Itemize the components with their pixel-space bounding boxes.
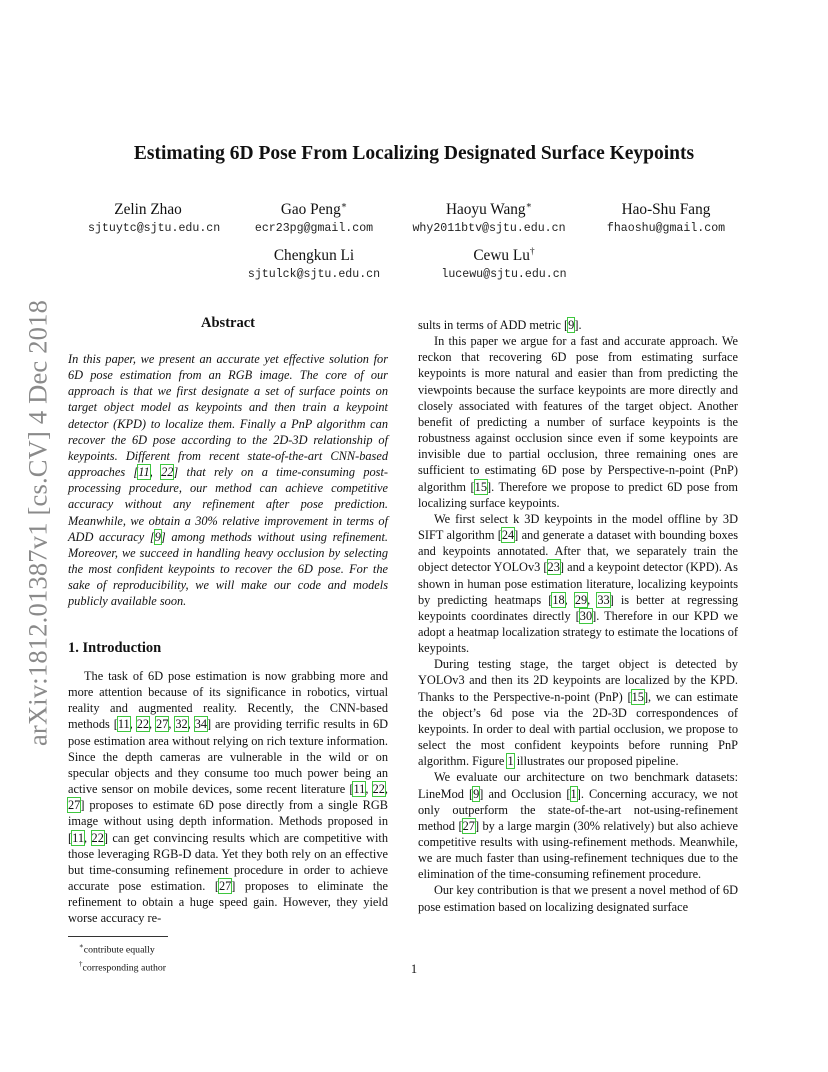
author-email[interactable]: sjtulck@sjtu.edu.cn — [247, 268, 381, 282]
citation-link[interactable]: 1 — [570, 786, 577, 801]
introduction-body — [68, 668, 388, 927]
citation-link[interactable]: 22 — [136, 717, 150, 732]
author-email[interactable]: fhaoshu@gmail.com — [606, 222, 726, 236]
citation-link[interactable]: 15 — [474, 479, 487, 494]
citation-link[interactable]: 32 — [175, 717, 188, 732]
citation-link[interactable]: 11 — [138, 465, 150, 480]
paragraph: The task of 6D pose estimation is now grabbing more and more attention because of its significance in robotics, virtual reality and augmented reality. Recently, the CNN-based methods [11, 22, 27, 32, 34] are providing terrific results in 6D pose estimation area without relying on rich texture information. Since the depth cameras are vulnerable in the wild or on specular objects and they consume too much power being an active sensor on mobile devices, some recent literature [11, 22, 27] proposes to estimate 6D pose directly from a single RGB image without using depth information. Methods proposed in [11, 22] can get convincing results which are competitive with those leveraging RGB-D data. Yet they both rely on an effective but time-consuming refinement procedure in order to achieve accurate pose estimation. [27] proposes to eliminate the refinement to obtain a huge speed gain. However, they yield worse accuracy re- — [68, 669, 389, 926]
citation-link[interactable]: 29 — [574, 592, 588, 607]
author-block — [596, 196, 736, 238]
citation-link[interactable]: 9 — [568, 318, 575, 332]
author-email[interactable]: ecr23pg@gmail.com — [254, 222, 374, 236]
citation-link[interactable]: 27 — [218, 879, 232, 894]
author-email[interactable]: lucewu@sjtu.edu.cn — [441, 268, 567, 282]
footnote-rule — [68, 936, 168, 937]
citation-link[interactable]: 11 — [72, 830, 85, 845]
footnote-item: ∗contribute equally — [79, 942, 155, 956]
page-number: 1 — [410, 962, 418, 976]
paragraph: sults in terms of ADD metric [9]. — [418, 318, 582, 332]
figure-link[interactable]: 1 — [507, 754, 514, 769]
author-block — [404, 196, 574, 238]
right-column — [418, 317, 738, 915]
author-block — [424, 242, 584, 284]
arxiv-identifier[interactable]: arXiv:1812.01387v1 [cs.CV] 4 Dec 2018 — [22, 299, 53, 747]
citation-link[interactable]: 9 — [154, 529, 161, 544]
citation-link[interactable]: 34 — [194, 717, 208, 732]
citation-link[interactable]: 18 — [552, 592, 565, 607]
citation-link[interactable]: 11 — [353, 782, 366, 797]
abstract-body — [68, 351, 388, 610]
citation-link[interactable]: 24 — [501, 528, 515, 543]
author-block — [88, 196, 221, 238]
author-name: Haoyu Wang∗ — [445, 201, 533, 219]
author-name: Hao-Shu Fang — [621, 201, 711, 219]
citation-link[interactable]: 22 — [161, 465, 174, 480]
citation-link[interactable]: 33 — [597, 592, 610, 607]
paragraph: We first select k 3D keypoints in the model offline by 3D SIFT algorithm [24] and generate a dataset with bounding boxes and keypoints annotated. After that, we separately train the object detector YOLOv3 [23] and a keypoint detector (KPD). As shown in human pose estimation literature, localizing keypoints by predicting heatmaps [18, 29, 33] is better at regressing keypoints coordinates directly [30]. Therefore in our KPD we adopt a heatmap localization strategy to estimate the locations of keypoints. — [418, 511, 738, 656]
author-block — [234, 242, 394, 284]
abstract-heading: Abstract — [201, 315, 255, 331]
abstract-text: In this paper, we present an accurate yet effective solution for 6D pose estimation from an RGB image. The core of our approach is that we first designate a set of surface points on target object model as keypoints and then train a keypoint detector (KPD) to localize them. Finally a PnP algorithm can recover the 6D pose according to the 2D-3D relationship of keypoints. Different from recent state-of-the-art CNN-based approaches [11, 22] that rely on a time-consuming post-processing procedure, our method can achieve competitive accuracy without any refinement after pose prediction. Meanwhile, we obtain a 30% relative improvement in terms of ADD accuracy [9] among methods without using refinement. Moreover, we succeed in handling heavy occlusion by selecting the most confident keypoints to recover the 6D pose. For the sake of reproducibility, we will make our code and models publicly available soon. — [68, 352, 389, 609]
author-name: Gao Peng∗ — [280, 201, 348, 219]
citation-link[interactable]: 27 — [156, 717, 169, 732]
citation-link[interactable]: 22 — [91, 830, 104, 845]
citation-link[interactable]: 15 — [631, 689, 644, 704]
citation-link[interactable]: 11 — [117, 717, 130, 732]
author-name: Zelin Zhao — [114, 201, 182, 219]
author-name: Cewu Lu† — [473, 247, 535, 265]
author-email[interactable]: sjtuytc@sjtu.edu.cn — [88, 222, 221, 236]
paragraph: Our key contribution is that we present a novel method of 6D pose estimation based on localizing designated surface — [418, 883, 738, 914]
section-heading: 1. Introduction — [68, 640, 162, 656]
paragraph: During testing stage, the target object is detected by YOLOv3 and then its 2D keypoints are localized by the KPD. Thanks to the Perspective-n-point (PnP) [15], we can estimate the object’s 6d pose via the 2D-3D correspondences of keypoints. In order to deal with partial occlusion, we propose to select the most confident keypoints before running PnP algorithm. Figure 1 illustrates our proposed pipeline. — [418, 657, 738, 769]
paper-title: Estimating 6D Pose From Localizing Designated Surface Keypoints — [133, 143, 695, 164]
citation-link[interactable]: 27 — [462, 818, 475, 833]
author-email[interactable]: why2011btv@sjtu.edu.cn — [412, 222, 566, 236]
author-name: Chengkun Li — [273, 247, 355, 265]
footnote-item: †corresponding author — [79, 960, 167, 974]
paragraph: We evaluate our architecture on two benchmark datasets: LineMod [9] and Occlusion [1]. Concerning accuracy, we not only outperform the state-of-the-art not-using-refinement method [27] by a large margin (30% relatively) but also achieve competitive results with using-refinement methods. Meanwhile, we are much faster than using-refinement techniques due to the elimination of the time-consuming refinement procedure. — [418, 770, 738, 882]
citation-link[interactable]: 30 — [579, 608, 593, 623]
author-block — [244, 196, 384, 238]
arxiv-sidebar — [24, 288, 52, 758]
citation-link[interactable]: 23 — [547, 560, 560, 575]
paragraph: In this paper we argue for a fast and accurate approach. We reckon that recovering 6D pose from estimating surface keypoints is more natural and easier than from predicting the viewpoints because the surface keypoints are more directly and closely associated with features of the target object. Another benefit of predicting a number of surface keypoints is the robustness against occlusion since even if some keypoints are invisible due to partial occlusion, three remaining ones are sufficient to estimating 6D pose by Perspective-n-point (PnP) algorithm [15]. Therefore we propose to predict 6D pose from localizing surface keypoints. — [418, 334, 738, 510]
citation-link[interactable]: 27 — [68, 798, 81, 813]
citation-link[interactable]: 22 — [372, 782, 385, 797]
citation-link[interactable]: 9 — [473, 786, 480, 801]
